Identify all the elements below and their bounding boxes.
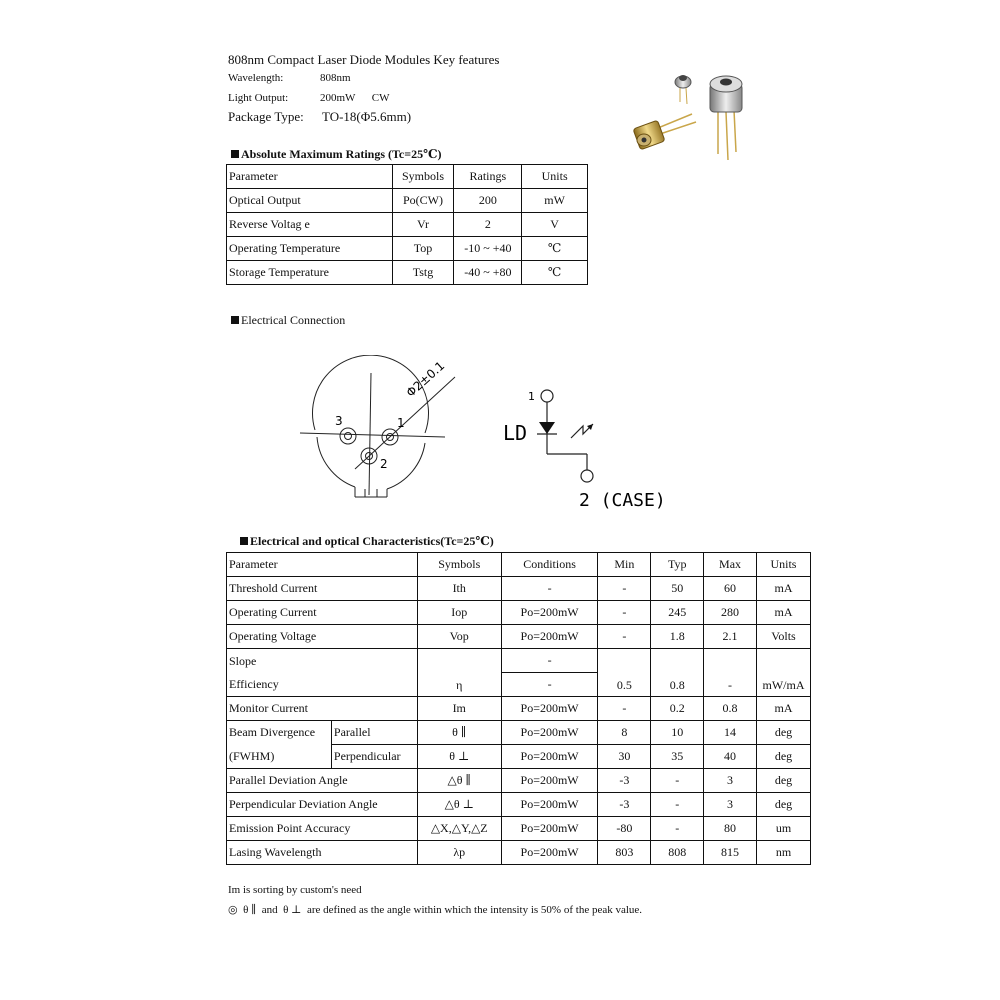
- cell: Po=200mW: [501, 745, 598, 769]
- cell: -: [651, 793, 704, 817]
- table-row: [227, 793, 811, 817]
- cell: -10 ~ +40: [454, 237, 522, 261]
- abs-max-heading: Absolute Maximum Ratings (Tc=25℃): [231, 147, 441, 162]
- eo-heading: Electrical and optical Characteristics(Tc=25℃): [240, 534, 494, 549]
- diode-small: [675, 75, 691, 104]
- eo-table: [226, 552, 811, 865]
- pin-3-label: 3: [335, 414, 343, 428]
- case-label: 2 (CASE): [579, 490, 666, 510]
- cell: -: [501, 673, 598, 697]
- cell: mW/mA: [756, 649, 810, 697]
- cell: Parallel: [331, 721, 417, 745]
- col-header: Max: [704, 553, 757, 577]
- cell: ℃: [522, 261, 588, 285]
- cell: △θ ∥: [417, 769, 501, 793]
- table-row: [227, 745, 811, 769]
- table-row: [227, 841, 811, 865]
- col-header: Parameter: [227, 553, 418, 577]
- col-header: Ratings: [454, 165, 522, 189]
- cell: 815: [704, 841, 757, 865]
- table-row: [227, 189, 588, 213]
- cell: Iop: [417, 601, 501, 625]
- col-header: Symbols: [417, 553, 501, 577]
- cell: deg: [756, 793, 810, 817]
- cell: Po=200mW: [501, 841, 598, 865]
- product-photo: [630, 62, 760, 172]
- cell: deg: [756, 721, 810, 745]
- col-header: Min: [598, 553, 651, 577]
- feature-value: 808nm: [320, 72, 351, 84]
- cell: -3: [598, 793, 651, 817]
- cell: Volts: [756, 625, 810, 649]
- col-header: Parameter: [227, 165, 393, 189]
- cell: 200: [454, 189, 522, 213]
- cell: △X,△Y,△Z: [417, 817, 501, 841]
- cell: 50: [651, 577, 704, 601]
- cell: mW: [522, 189, 588, 213]
- table-row: [227, 697, 811, 721]
- feature-package: [228, 109, 412, 125]
- cell: 40: [704, 745, 757, 769]
- cell: θ ⊥: [417, 745, 501, 769]
- cell: -: [598, 601, 651, 625]
- cell: nm: [756, 841, 810, 865]
- schematic-pin-1-label: 1: [528, 390, 535, 403]
- feature-wavelength: [228, 72, 351, 84]
- diameter-label: Φ2±0.1: [403, 358, 448, 400]
- cell: 808: [651, 841, 704, 865]
- feature-label: Light Output:: [228, 92, 289, 104]
- table-header-row: [227, 553, 811, 577]
- cell: Po=200mW: [501, 625, 598, 649]
- cell: 80: [704, 817, 757, 841]
- abs-max-table: [226, 164, 588, 285]
- cell: △θ ⊥: [417, 793, 501, 817]
- cell: 10: [651, 721, 704, 745]
- cell: Po=200mW: [501, 793, 598, 817]
- cell: -40 ~ +80: [454, 261, 522, 285]
- cell: 0.8: [651, 649, 704, 697]
- table-row: [227, 577, 811, 601]
- cell: Top: [392, 237, 454, 261]
- pin-2-label: 2: [380, 457, 388, 471]
- cell: ℃: [522, 237, 588, 261]
- cell: -: [651, 769, 704, 793]
- diode-symbol-icon: [539, 422, 555, 434]
- cell: θ ∥: [417, 721, 501, 745]
- cell: Threshold Current: [227, 577, 418, 601]
- cell: Po=200mW: [501, 601, 598, 625]
- cell: -3: [598, 769, 651, 793]
- cell: mA: [756, 697, 810, 721]
- page-title: 808nm Compact Laser Diode Modules Key features: [228, 52, 500, 67]
- cell: η: [417, 649, 501, 697]
- schematic-diagram: [495, 380, 695, 510]
- slope-label: Slope: [229, 653, 257, 668]
- cell: -: [598, 625, 651, 649]
- cell: 2: [454, 213, 522, 237]
- cell: 803: [598, 841, 651, 865]
- col-header: Conditions: [501, 553, 598, 577]
- cell: Operating Current: [227, 601, 418, 625]
- table-row: [227, 625, 811, 649]
- cell: 3: [704, 793, 757, 817]
- cell: Tstg: [392, 261, 454, 285]
- cell: Po=200mW: [501, 769, 598, 793]
- cell: Optical Output: [227, 189, 393, 213]
- cell: Po(CW): [392, 189, 454, 213]
- bullet-square-icon: [231, 150, 239, 158]
- cell: 0.5: [598, 649, 651, 697]
- table-row: [227, 649, 811, 673]
- col-header: Units: [522, 165, 588, 189]
- efficiency-label: Efficiency: [229, 676, 279, 691]
- table-row: [227, 721, 811, 745]
- cell: mA: [756, 577, 810, 601]
- cell: 0.2: [651, 697, 704, 721]
- cell: 30: [598, 745, 651, 769]
- cell: Po=200mW: [501, 697, 598, 721]
- cell: 8: [598, 721, 651, 745]
- cell: Perpendicular Deviation Angle: [227, 793, 418, 817]
- cell: (FWHM): [227, 745, 332, 769]
- bullet-square-icon: [240, 537, 248, 545]
- cell: Po=200mW: [501, 721, 598, 745]
- pin-1-label: 1: [397, 416, 405, 430]
- table-row: [227, 769, 811, 793]
- cell: Lasing Wavelength: [227, 841, 418, 865]
- feature-light-output: [228, 92, 390, 104]
- cell: Im: [417, 697, 501, 721]
- cell: Po=200mW: [501, 817, 598, 841]
- cell: um: [756, 817, 810, 841]
- cell: -: [598, 577, 651, 601]
- cell: Perpendicular: [331, 745, 417, 769]
- cell: mA: [756, 601, 810, 625]
- note-im-sorting: Im is sorting by custom's need: [228, 884, 362, 896]
- cell: [227, 649, 418, 697]
- cell: 280: [704, 601, 757, 625]
- cell: 0.8: [704, 697, 757, 721]
- diode-gold: [633, 114, 696, 150]
- ld-label: LD: [503, 421, 528, 445]
- cell: V: [522, 213, 588, 237]
- connection-heading: Electrical Connection: [231, 313, 345, 328]
- feature-label: Wavelength:: [228, 72, 284, 84]
- cell: -: [501, 649, 598, 673]
- cell: Parallel Deviation Angle: [227, 769, 418, 793]
- table-header-row: [227, 165, 588, 189]
- table-row: [227, 237, 588, 261]
- cell: 60: [704, 577, 757, 601]
- cell: Emission Point Accuracy: [227, 817, 418, 841]
- cell: Monitor Current: [227, 697, 418, 721]
- cell: Storage Temperature: [227, 261, 393, 285]
- cell: Operating Voltage: [227, 625, 418, 649]
- cell: Ith: [417, 577, 501, 601]
- feature-value: TO-18(Φ5.6mm): [322, 109, 412, 124]
- col-header: Units: [756, 553, 810, 577]
- cell: 3: [704, 769, 757, 793]
- cell: 245: [651, 601, 704, 625]
- col-header: Symbols: [392, 165, 454, 189]
- bullet-square-icon: [231, 316, 239, 324]
- feature-label: Package Type:: [228, 109, 304, 124]
- cell: deg: [756, 745, 810, 769]
- cell: 14: [704, 721, 757, 745]
- cell: -: [704, 649, 757, 697]
- cell: deg: [756, 769, 810, 793]
- cell: -: [651, 817, 704, 841]
- cell: -: [501, 577, 598, 601]
- cell: 35: [651, 745, 704, 769]
- table-row: [227, 817, 811, 841]
- note-angle-definition: ◎ θ ∥ and θ ⊥ are defined as the angle within which the intensity is 50% of the peak value.: [228, 904, 643, 916]
- cell: λp: [417, 841, 501, 865]
- diode-large: [710, 76, 742, 160]
- cell: Vop: [417, 625, 501, 649]
- cell: Beam Divergence: [227, 721, 332, 745]
- cell: 1.8: [651, 625, 704, 649]
- pin-diagram: [295, 355, 470, 505]
- cell: -80: [598, 817, 651, 841]
- cell: Operating Temperature: [227, 237, 393, 261]
- table-row: [227, 261, 588, 285]
- feature-value: 200mW CW: [320, 92, 390, 104]
- cell: Vr: [392, 213, 454, 237]
- cell: -: [598, 697, 651, 721]
- cell: 2.1: [704, 625, 757, 649]
- table-row: [227, 601, 811, 625]
- cell: Reverse Voltag e: [227, 213, 393, 237]
- col-header: Typ: [651, 553, 704, 577]
- table-row: [227, 213, 588, 237]
